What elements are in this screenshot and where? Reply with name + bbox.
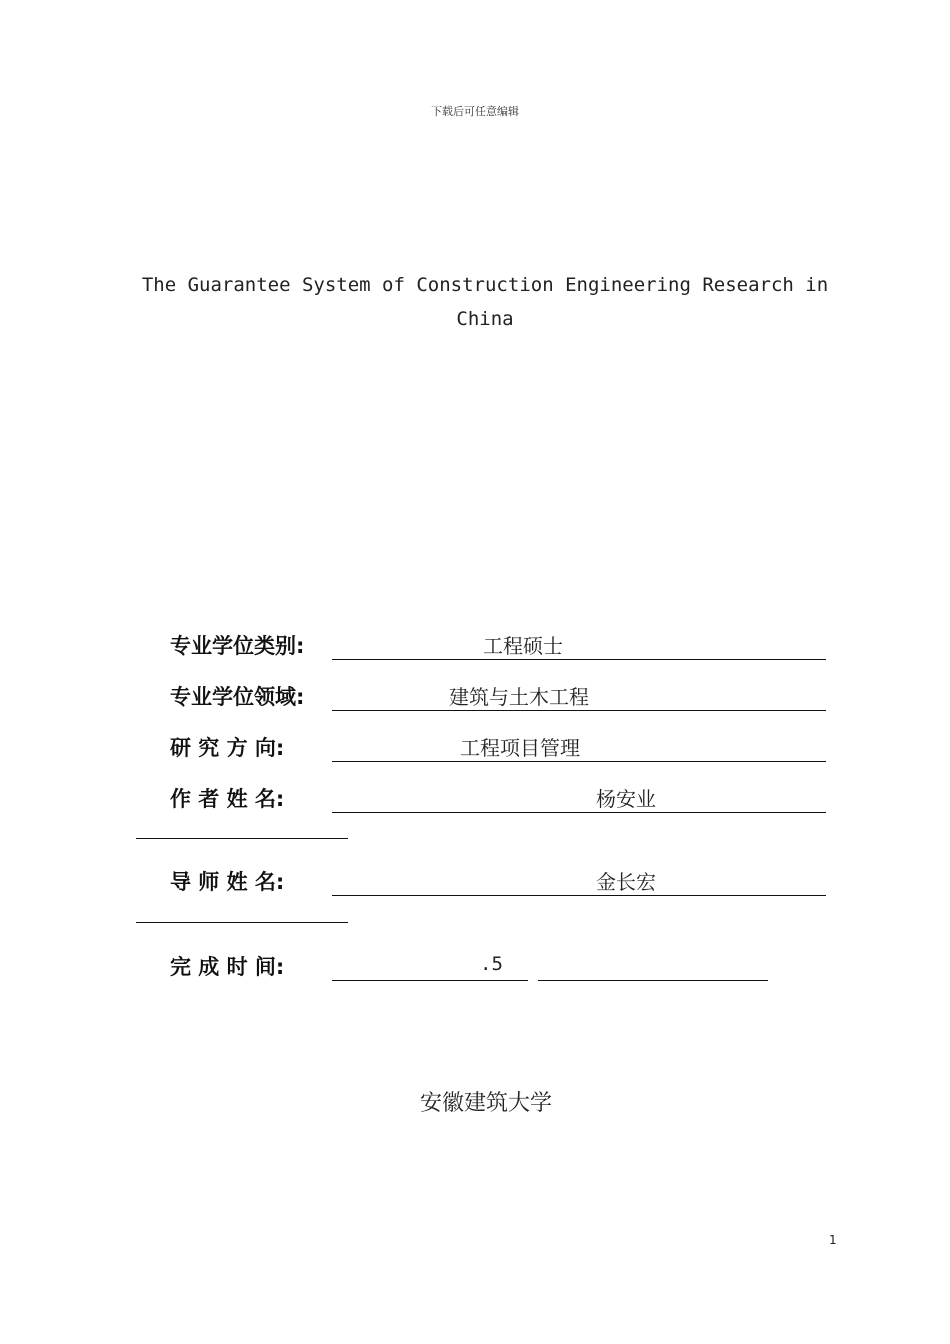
underline bbox=[332, 895, 826, 896]
underline-continuation bbox=[136, 838, 348, 839]
underline bbox=[332, 761, 826, 762]
underline bbox=[332, 710, 826, 711]
field-degree-category bbox=[170, 630, 830, 660]
field-research-direction bbox=[170, 732, 830, 762]
field-value: 建筑与土木工程 bbox=[449, 685, 589, 709]
university-name: 安徽建筑大学 bbox=[419, 1091, 552, 1116]
field-value: 工程项目管理 bbox=[460, 736, 580, 760]
field-label: 专业学位领域: bbox=[170, 685, 305, 709]
field-degree-domain bbox=[170, 681, 830, 711]
field-label: 导 师 姓 名: bbox=[170, 870, 285, 894]
field-advisor-name bbox=[170, 866, 830, 896]
underline-continuation bbox=[136, 922, 348, 923]
field-value: 杨安业 bbox=[596, 787, 656, 811]
underline bbox=[332, 659, 826, 660]
field-completion-date bbox=[170, 951, 830, 981]
underline bbox=[538, 980, 768, 981]
underline bbox=[332, 980, 528, 981]
field-value: .5 bbox=[480, 953, 503, 975]
thesis-title: The Guarantee System of Construction Engineering Research in China bbox=[141, 274, 829, 330]
field-label: 作 者 姓 名: bbox=[170, 787, 285, 811]
underline bbox=[332, 812, 826, 813]
page-number: 1 bbox=[829, 1233, 837, 1247]
field-value: 金长宏 bbox=[596, 870, 656, 894]
field-value: 工程硕士 bbox=[483, 634, 563, 658]
field-label: 专业学位类别: bbox=[170, 634, 305, 658]
field-label: 完 成 时 间: bbox=[170, 955, 285, 979]
field-label: 研 究 方 向: bbox=[170, 736, 285, 760]
field-author-name bbox=[170, 783, 830, 813]
header-note: 下载后可任意编辑 bbox=[431, 105, 519, 118]
